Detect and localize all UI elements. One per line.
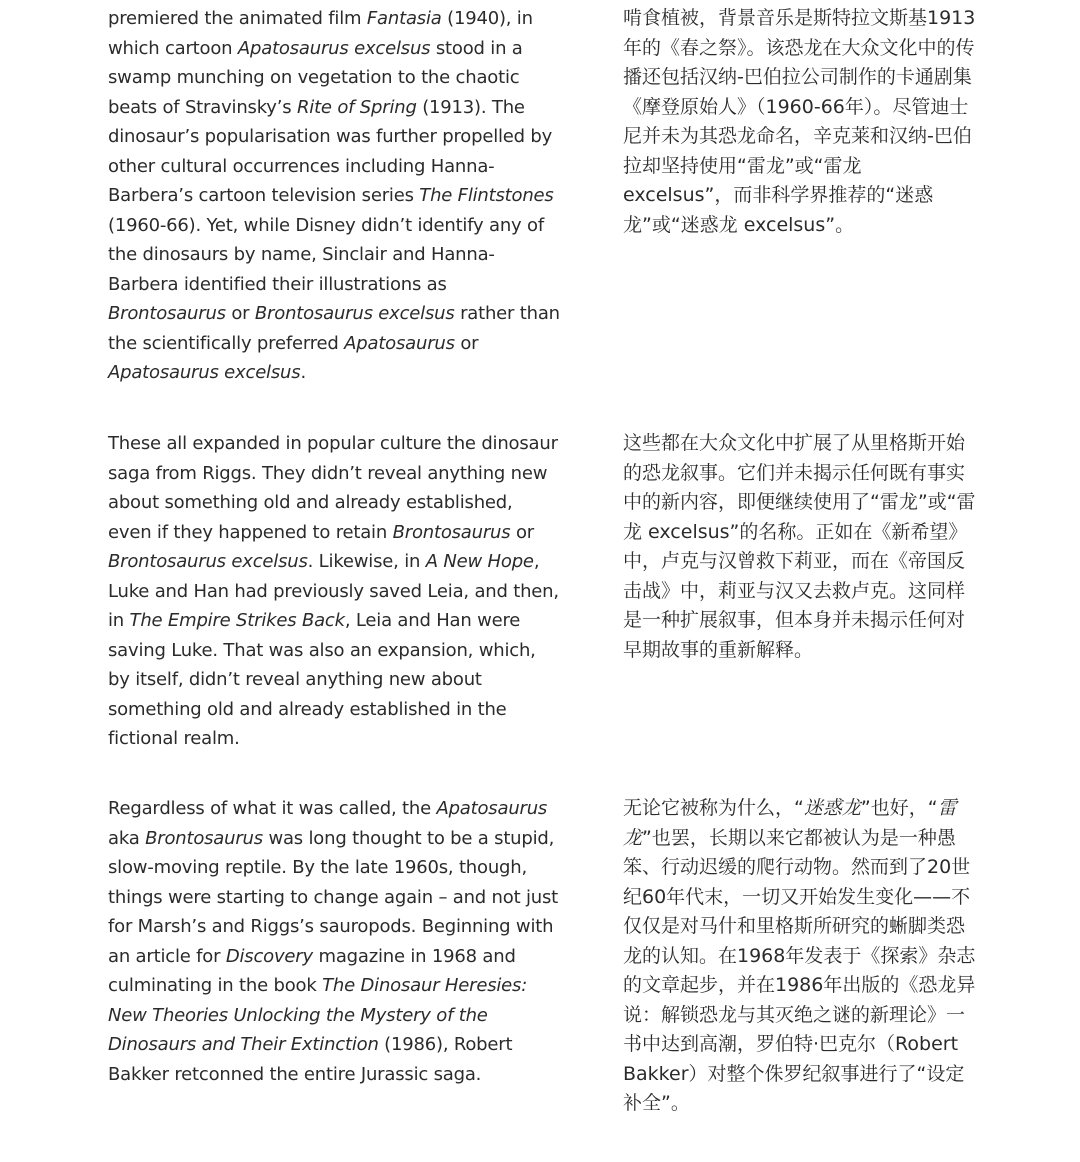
text-segment: , Leia and Han were saving Luke. That was also an expansion, which, by itself, didn’t reveal anything new about something old and already established in the fictional realm. [108,610,536,749]
text-segment: , Luke and Han had previously saved Leia, and then, in [108,551,559,631]
italic-text-segment: 迷惑龙 [803,797,861,819]
text-segment: or [454,332,479,354]
english-paragraph-3 [108,794,560,1089]
english-paragraph-1 [108,4,560,388]
text-segment: ”也罢，长期以来它都被认为是一种愚笨、行动迟缓的爬行动物。然而到了20世纪60年代末，一切又开始发生变化——不仅仅是对马什和里格斯所研究的蜥脚类恐龙的认知。在1968年发表于《探索》杂志的文章起步，并在1986年出版的《恐龙异说：解锁恐龙与其灭绝之谜的新理论》一书中达到高潮，罗伯特·巴克尔（Robert Bakker）对整个侏罗纪叙事进行了“设定补全”。 [623,826,976,1114]
italic-text-segment: A New Hope [425,551,534,572]
text-segment: or [510,521,534,543]
text-segment: (1986), Robert Bakker retconned the entire Jurassic saga. [108,1034,513,1085]
italic-text-segment: Discovery [225,945,313,967]
italic-text-segment: Apatosaurus [344,332,455,354]
chinese-paragraph-1 [623,4,977,240]
italic-text-segment: Rite of Spring [296,96,417,118]
text-segment: ”也好，“ [860,797,938,819]
text-segment: Regardless of what it was called, the [108,798,437,819]
text-segment: 无论它被称为什么，“ [623,797,804,819]
text-segment: . [300,362,306,383]
text-segment: (1960-66). Yet, while Disney didn’t identify any of the dinosaurs by name, Sinclair and Hanna-Barbera identified their illustrations as [108,214,544,295]
text-segment: These all expanded in popular culture the dinosaur saga from Riggs. They didn’t reveal anything new about something old and already established, even if they happened to retain [108,433,558,543]
italic-text-segment: The Empire Strikes Back [129,610,345,631]
italic-text-segment: Apatosaurus [436,798,548,819]
text-segment: stood in a swamp munching on vegetation to the chaotic beats of Stravinsky’s [108,37,523,118]
italic-text-segment: The Dinosaur Heresies: New Theories Unlocking the Mystery of the Dinosaurs and Their Extinction [108,975,528,1055]
italic-text-segment: Fantasia [366,8,442,29]
italic-text-segment: Brontosaurus excelsus [254,303,455,324]
text-segment: 啃食植被，背景音乐是斯特拉文斯基1913年的《春之祭》。该恐龙在大众文化中的传播还包括汉纳-巴伯拉公司制作的卡通剧集《摩登原始人》（1960-66年）。尽管迪士尼并未为其恐龙命名，辛克莱和汉纳-巴伯拉却坚持使用“雷龙”或“雷龙 excelsus”，而非科学界推荐的“迷惑龙”或“迷惑龙 excelsus”。 [623,7,976,236]
text-segment: (1940), in which cartoon [108,8,533,59]
italic-text-segment: Brontosaurus [392,521,511,543]
italic-text-segment: 雷龙 [623,797,957,849]
italic-text-segment: Apatosaurus excelsus [237,37,431,59]
text-segment: . Likewise, in [307,551,426,572]
text-segment: 这些都在大众文化中扩展了从里格斯开始的恐龙叙事。它们并未揭示任何既有事实中的新内容，即便继续使用了“雷龙”或“雷龙 excelsus”的名称。正如在《新希望》中，卢克与汉曾救下莉亚，而在《帝国反击战》中，莉亚与汉又去救卢克。这同样是一种扩展叙事，但本身并未揭示任何对早期故事的重新解释。 [623,432,976,661]
text-segment: or [225,303,255,324]
italic-text-segment: Brontosaurus [108,303,226,324]
chinese-paragraph-2 [623,429,977,665]
italic-text-segment: The Flintstones [419,185,554,206]
text-segment: premiered the animated film [108,8,367,29]
english-paragraph-2 [108,429,560,754]
text-segment: aka [108,827,146,849]
italic-text-segment: Brontosaurus [145,827,263,849]
italic-text-segment: Brontosaurus excelsus [108,551,308,572]
text-segment: (1913). The dinosaur’s popularisation was further propelled by other cultural occurrences including Hanna-Barbera’s cartoon television series [108,96,553,206]
text-segment: magazine in 1968 and culminating in the book [108,945,516,996]
chinese-paragraph-3 [623,794,977,1119]
text-segment: was long thought to be a stupid, slow-moving reptile. By the late 1960s, though, things were starting to change again – and not just for Marsh’s and Riggs’s sauropods. Beginning with an article for [108,827,559,967]
italic-text-segment: Apatosaurus excelsus [108,362,301,383]
text-segment: rather than the scientifically preferred [108,303,560,354]
